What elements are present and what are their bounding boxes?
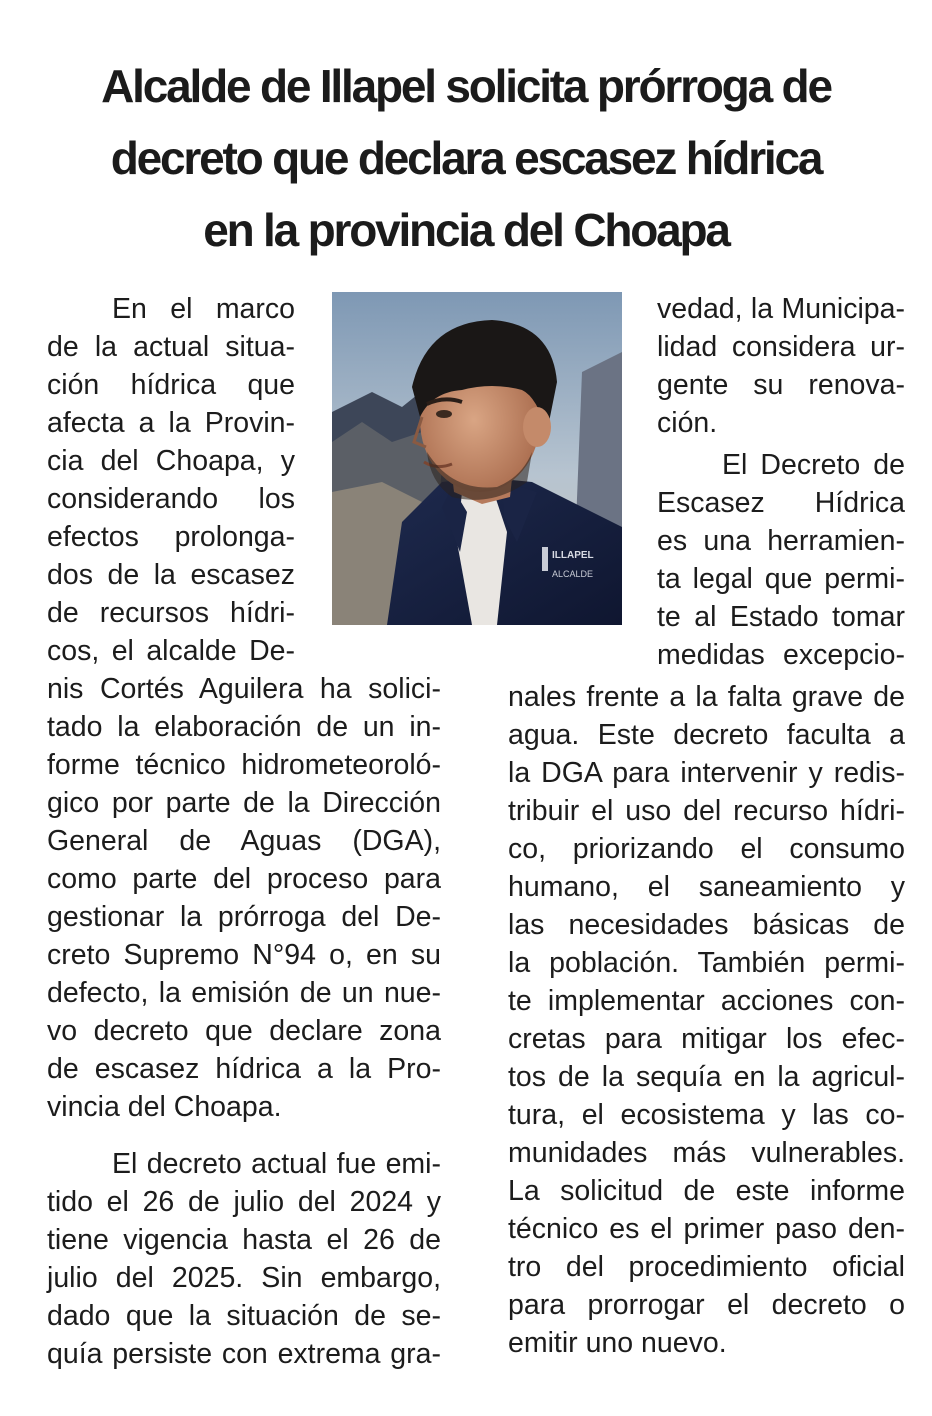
body-line: En el marco — [112, 293, 295, 325]
body-line: El decreto actual fue emi- — [112, 1148, 441, 1180]
body-line: dado que la situación de se- — [47, 1300, 441, 1332]
body-line: como parte del proceso para — [47, 863, 441, 895]
body-line: de escasez hídrica a la Pro- — [47, 1053, 441, 1085]
headline-line: decreto que declara escasez hídrica — [110, 132, 822, 184]
body-line: gente su renova- — [657, 369, 905, 401]
body-line: tiene vigencia hasta el 26 de — [47, 1224, 441, 1256]
headline-line: Alcalde de Illapel solicita prórroga de — [101, 60, 831, 112]
jacket-logo-line2: ALCALDE — [552, 569, 594, 579]
body-line: efectos prolonga- — [47, 521, 295, 553]
body-line: nis Cortés Aguilera ha solici- — [47, 673, 441, 705]
body-line: afecta a la Provin- — [47, 407, 295, 439]
body-line: agua. Este decreto faculta a — [508, 719, 905, 751]
headline-line: en la provincia del Choapa — [203, 204, 729, 256]
body-line: te implementar acciones con- — [508, 985, 905, 1017]
body-line: defecto, la emisión de un nue- — [47, 977, 441, 1009]
body-line: de la actual situa- — [47, 331, 295, 363]
body-line: la DGA para intervenir y redis- — [508, 757, 905, 789]
body-line: es una herramien- — [657, 525, 905, 557]
body-line: ción. — [657, 407, 718, 439]
body-line: julio del 2025. Sin embargo, — [47, 1262, 441, 1294]
body-line: gestionar la prórroga del De- — [47, 901, 441, 933]
body-line: La solicitud de este informe — [508, 1175, 905, 1207]
body-line: medidas excepcio- — [657, 639, 905, 671]
body-line: El Decreto de — [722, 449, 905, 481]
body-line: para prorrogar el decreto o — [508, 1289, 905, 1321]
body-line: lidad considera ur- — [657, 331, 905, 363]
headline — [0, 50, 932, 266]
body-line: ción hídrica que — [47, 369, 295, 401]
body-line: tado la elaboración de un in- — [47, 711, 441, 743]
body-line: tribuir el uso del recurso hídri- — [508, 795, 905, 827]
body-line: tido el 26 de julio del 2024 y — [47, 1186, 441, 1218]
body-line: quía persiste con extrema gra- — [47, 1338, 441, 1370]
body-line: tro del procedimiento oficial — [508, 1251, 905, 1283]
body-line: munidades más vulnerables. — [508, 1137, 905, 1169]
body-line: vedad, la Municipa- — [657, 293, 905, 325]
body-line: cia del Choapa, y — [47, 445, 295, 477]
body-line: ta legal que permi- — [657, 563, 905, 595]
body-line: gico por parte de la Dirección — [47, 787, 441, 819]
body-line: tos de la sequía en la agricul- — [508, 1061, 905, 1093]
body-line: tura, el ecosistema y las co- — [508, 1099, 905, 1131]
mayor-photo — [332, 292, 622, 625]
body-line: Escasez Hídrica — [657, 487, 905, 519]
body-line: co, priorizando el consumo — [508, 833, 905, 865]
body-line: vo decreto que declare zona — [47, 1015, 441, 1047]
body-line: cretas para mitigar los efec- — [508, 1023, 905, 1055]
body-line: humano, el saneamiento y — [508, 871, 905, 903]
body-line: emitir uno nuevo. — [508, 1327, 727, 1359]
body-line: técnico es el primer paso den- — [508, 1213, 905, 1245]
body-line: te al Estado tomar — [657, 601, 905, 633]
body-line: cos, el alcalde De- — [47, 635, 295, 667]
body-line: forme técnico hidrometeoroló- — [47, 749, 441, 781]
body-line: las necesidades básicas de — [508, 909, 905, 941]
body-line: considerando los — [47, 483, 295, 515]
body-line: General de Aguas (DGA), — [47, 825, 441, 857]
jacket-logo-line1: ILLAPEL — [552, 550, 594, 561]
body-line: vincia del Choapa. — [47, 1091, 282, 1123]
body-line: de recursos hídri- — [47, 597, 295, 629]
body-line: la población. También permi- — [508, 947, 905, 979]
body-line: dos de la escasez — [47, 559, 295, 591]
body-line: nales frente a la falta grave de — [508, 681, 905, 713]
body-line: creto Supremo N°94 o, en su — [47, 939, 441, 971]
